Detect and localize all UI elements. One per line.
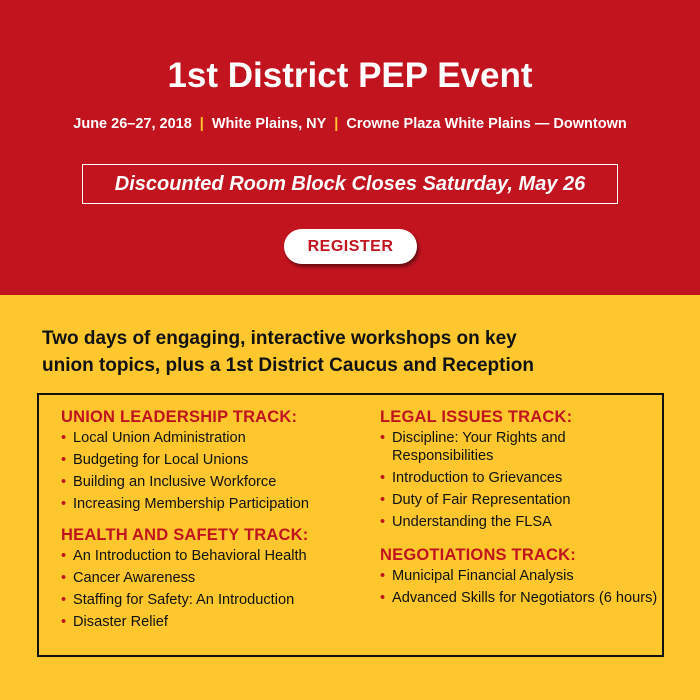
track-list-legal-issues	[380, 429, 660, 531]
list-item: • Discipline: Your Rights and Responsibilities	[380, 429, 660, 465]
tracks-left-column	[61, 407, 381, 635]
track-title-health-safety: HEALTH AND SAFETY TRACK:	[61, 526, 309, 544]
event-meta	[0, 116, 700, 132]
list-item: • Introduction to Grievances	[380, 469, 660, 487]
event-city: White Plains, NY	[211, 116, 327, 132]
intro-text	[42, 325, 682, 379]
list-item: • Disaster Relief	[61, 613, 381, 631]
track-title-negotiations: NEGOTIATIONS TRACK:	[380, 546, 576, 564]
intro-line: union topics, plus a 1st District Caucus and Reception	[42, 355, 534, 376]
separator: |	[199, 116, 204, 132]
tracks-box	[37, 393, 664, 657]
list-item: • Municipal Financial Analysis	[380, 567, 660, 585]
event-venue: Crowne Plaza White Plains — Downtown	[346, 116, 627, 132]
track-list-negotiations	[380, 567, 660, 607]
room-block-banner: Discounted Room Block Closes Saturday, May 26	[82, 164, 618, 204]
list-item: • An Introduction to Behavioral Health	[61, 547, 381, 565]
event-title: 1st District PEP Event	[167, 56, 533, 95]
tracks-right-column	[380, 407, 660, 611]
list-item: • Building an Inclusive Workforce	[61, 473, 381, 491]
list-item: • Budgeting for Local Unions	[61, 451, 381, 469]
separator: |	[334, 116, 339, 132]
track-title-union-leadership: UNION LEADERSHIP TRACK:	[61, 408, 298, 426]
track-title-legal-issues: LEGAL ISSUES TRACK:	[380, 408, 573, 426]
intro-line: Two days of engaging, interactive workshops on key	[42, 328, 517, 349]
header-section	[0, 0, 700, 295]
list-item: • Local Union Administration	[61, 429, 381, 447]
event-dates: June 26–27, 2018	[73, 116, 192, 132]
list-item: • Duty of Fair Representation	[380, 491, 660, 509]
list-item: • Staffing for Safety: An Introduction	[61, 591, 381, 609]
list-item: • Advanced Skills for Negotiators (6 hours)	[380, 589, 660, 607]
track-list-union-leadership	[61, 429, 381, 513]
list-item: • Understanding the FLSA	[380, 513, 660, 531]
list-item: • Cancer Awareness	[61, 569, 381, 587]
track-list-health-safety	[61, 547, 381, 631]
list-item: • Increasing Membership Participation	[61, 495, 381, 513]
register-button[interactable]: REGISTER	[284, 229, 417, 264]
